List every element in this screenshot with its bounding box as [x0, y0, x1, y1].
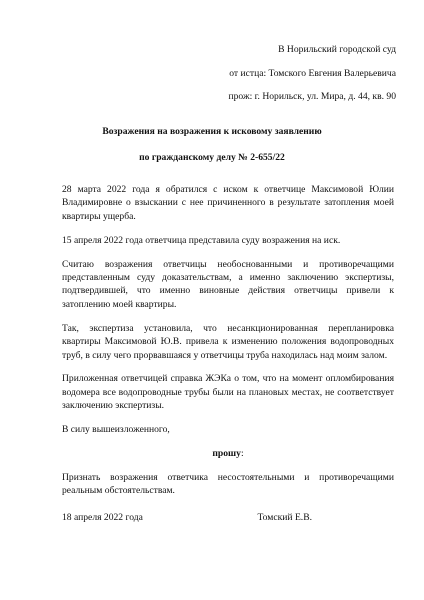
signature-name: Томский Е.В. [257, 512, 312, 523]
paragraph-housing-certificate: Приложенная ответчицей справка ЖЭКа о том, что на момент опломбирования водомера все водопроводные трубы были на плановых местах, не соответствует заключению экспертизы. [62, 373, 394, 412]
signing-date: 18 апреля 2022 года [62, 512, 143, 523]
request-colon: : [240, 448, 244, 460]
paragraph-objection-submitted: 15 апреля 2022 года ответчица представила суду возражения на иск. [62, 234, 341, 246]
paragraph-expertise-findings: Так, экспертиза установила, что несанкционированная перепланировка квартиры Максимовой Ю.В. привела к изменению положения водопроводных труб, в силу чего прорвавшаяся у ответчицы труба находилась над моим залом. [62, 322, 394, 361]
document-footer [62, 512, 312, 523]
title-line-1: Возражения на возражения к исковому заявлению [102, 126, 322, 137]
addressee-court: В Норильский городской суд [278, 44, 396, 55]
request-heading [62, 447, 394, 460]
request-label: прошу [212, 448, 241, 460]
title-line-2: по гражданскому делу № 2-655/22 [139, 152, 285, 163]
document-header [229, 38, 397, 109]
paragraph-request-text: Признать возражения ответчика несостоятельными и противоречащими реальным обстоятельствам. [62, 472, 394, 497]
plaintiff-address: прож: г. Норильск, ул. Мира, д. 44, кв. 90 [228, 91, 396, 102]
paragraph-claim-filed: 28 марта 2022 года я обратился с иском к ответчице Максимовой Юлии Владимировне о взыскании с нее причиненного в результате затопления моей квартиры ущерба. [62, 184, 394, 222]
document-title [0, 125, 424, 164]
document-body [62, 183, 394, 508]
paragraph-objection-unfounded: Считаю возражения ответчицы необоснованными и противоречащими представленным суду доказательствам, а именно заключению экспертизы, подтвердившей, что именно виновные действия ответчицы привели к затоплению моей квартиры. [62, 258, 394, 310]
paragraph-conclusion-intro: В силу вышеизложенного, [62, 424, 170, 436]
plaintiff-name: от истца: Томского Евгения Валерьевича [229, 67, 396, 79]
